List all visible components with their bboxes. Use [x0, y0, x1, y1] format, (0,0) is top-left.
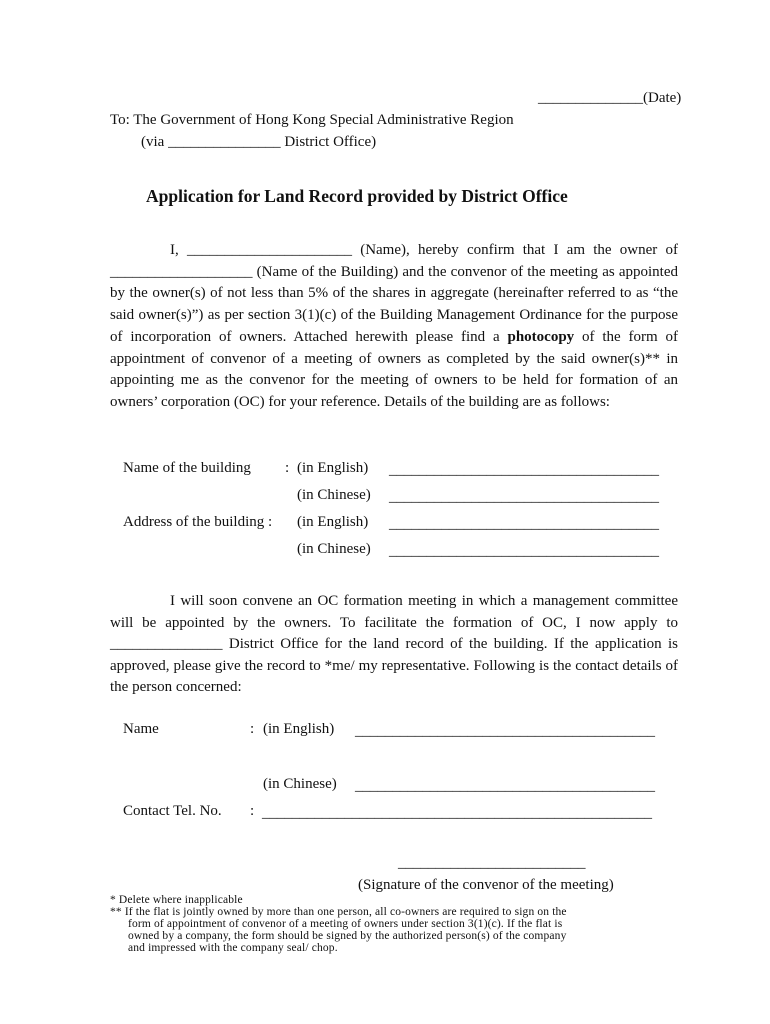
contact-name-english-label: (in English)	[263, 721, 335, 737]
contact-name-label: Name	[123, 721, 159, 737]
signature-line: _________________________	[398, 855, 586, 871]
footnote-joint-owners-line-1: ** If the flat is jointly owned by more than one person, all co-owners are required to sign on the	[110, 906, 567, 918]
building-address-chinese-blank: ____________________________________	[389, 543, 659, 559]
document-title: Application for Land Record provided by District Office	[146, 186, 568, 206]
footnote-joint-owners-line-4: and impressed with the company seal/ chop.	[128, 942, 338, 954]
via-district-office-line: (via _______________ District Office)	[141, 134, 377, 150]
building-name-chinese-blank: ____________________________________	[389, 489, 659, 505]
contact-tel-label: Contact Tel. No.	[123, 803, 222, 819]
building-name-chinese-label: (in Chinese)	[297, 487, 371, 503]
footnote-delete-inapplicable: * Delete where inapplicable	[110, 894, 243, 906]
signature-label: (Signature of the convenor of the meeting)	[358, 877, 614, 893]
building-address-chinese-label: (in Chinese)	[297, 541, 371, 557]
application-paragraph	[110, 591, 678, 699]
application-text: I will soon convene an OC formation meeting in which a management committee will be appointed by the owners. To facilitate the formation of OC, I now apply to _______________ District Office for the land record of the building. If the application is approved, please give the record to *me/ my representative. Following is the contact details of the person concerned:	[110, 593, 678, 696]
building-name-label: Name of the building	[123, 460, 251, 476]
building-name-english-blank: ____________________________________	[389, 462, 659, 478]
contact-name-chinese-blank: ________________________________________	[355, 778, 655, 794]
footnote-joint-owners-line-3: owned by a company, the form should be signed by the authorized person(s) of the company	[128, 930, 567, 942]
intro-bold-photocopy: photocopy	[507, 328, 575, 345]
contact-tel-colon: :	[250, 803, 255, 819]
building-address-label: Address of the building :	[123, 514, 273, 530]
intro-paragraph	[110, 240, 678, 414]
date-line: ______________(Date)	[538, 90, 682, 106]
building-address-english-blank: ____________________________________	[389, 516, 659, 532]
building-name-colon: :	[285, 460, 290, 476]
addressee-line: To: The Government of Hong Kong Special Administrative Region	[110, 112, 514, 128]
contact-name-english-blank: ________________________________________	[355, 723, 655, 739]
intro-text-1: I, ______________________ (Name), hereby confirm that I am the owner of ___________________ (Name of the Building) and the convenor of the meeting as appointed by the owner(s) of not less than 5% of the shares in aggregate (hereinafter referred to as “the said owner(s)”) as per section 3(1)(c) of the Building Management Ordinance for the purpose of incorporation of owners. Attached herewith please find a	[110, 242, 678, 345]
building-address-english-label: (in English)	[297, 514, 369, 530]
footnote-joint-owners-line-2: form of appointment of convenor of a meeting of owners under section 3(1)(c). If the flat is	[128, 918, 563, 930]
contact-name-chinese-label: (in Chinese)	[263, 776, 337, 792]
intro-text-2: of the form of appointment of convenor of a meeting of owners as completed by the said owner(s)** in appointing me as the convenor for the meeting of owners to be held for formation of an owners’ corporation (OC) for your reference. Details of the building are as follows:	[110, 328, 678, 410]
building-name-english-label: (in English)	[297, 460, 369, 476]
contact-tel-blank: ____________________________________________________	[262, 805, 652, 821]
contact-name-colon: :	[250, 721, 255, 737]
